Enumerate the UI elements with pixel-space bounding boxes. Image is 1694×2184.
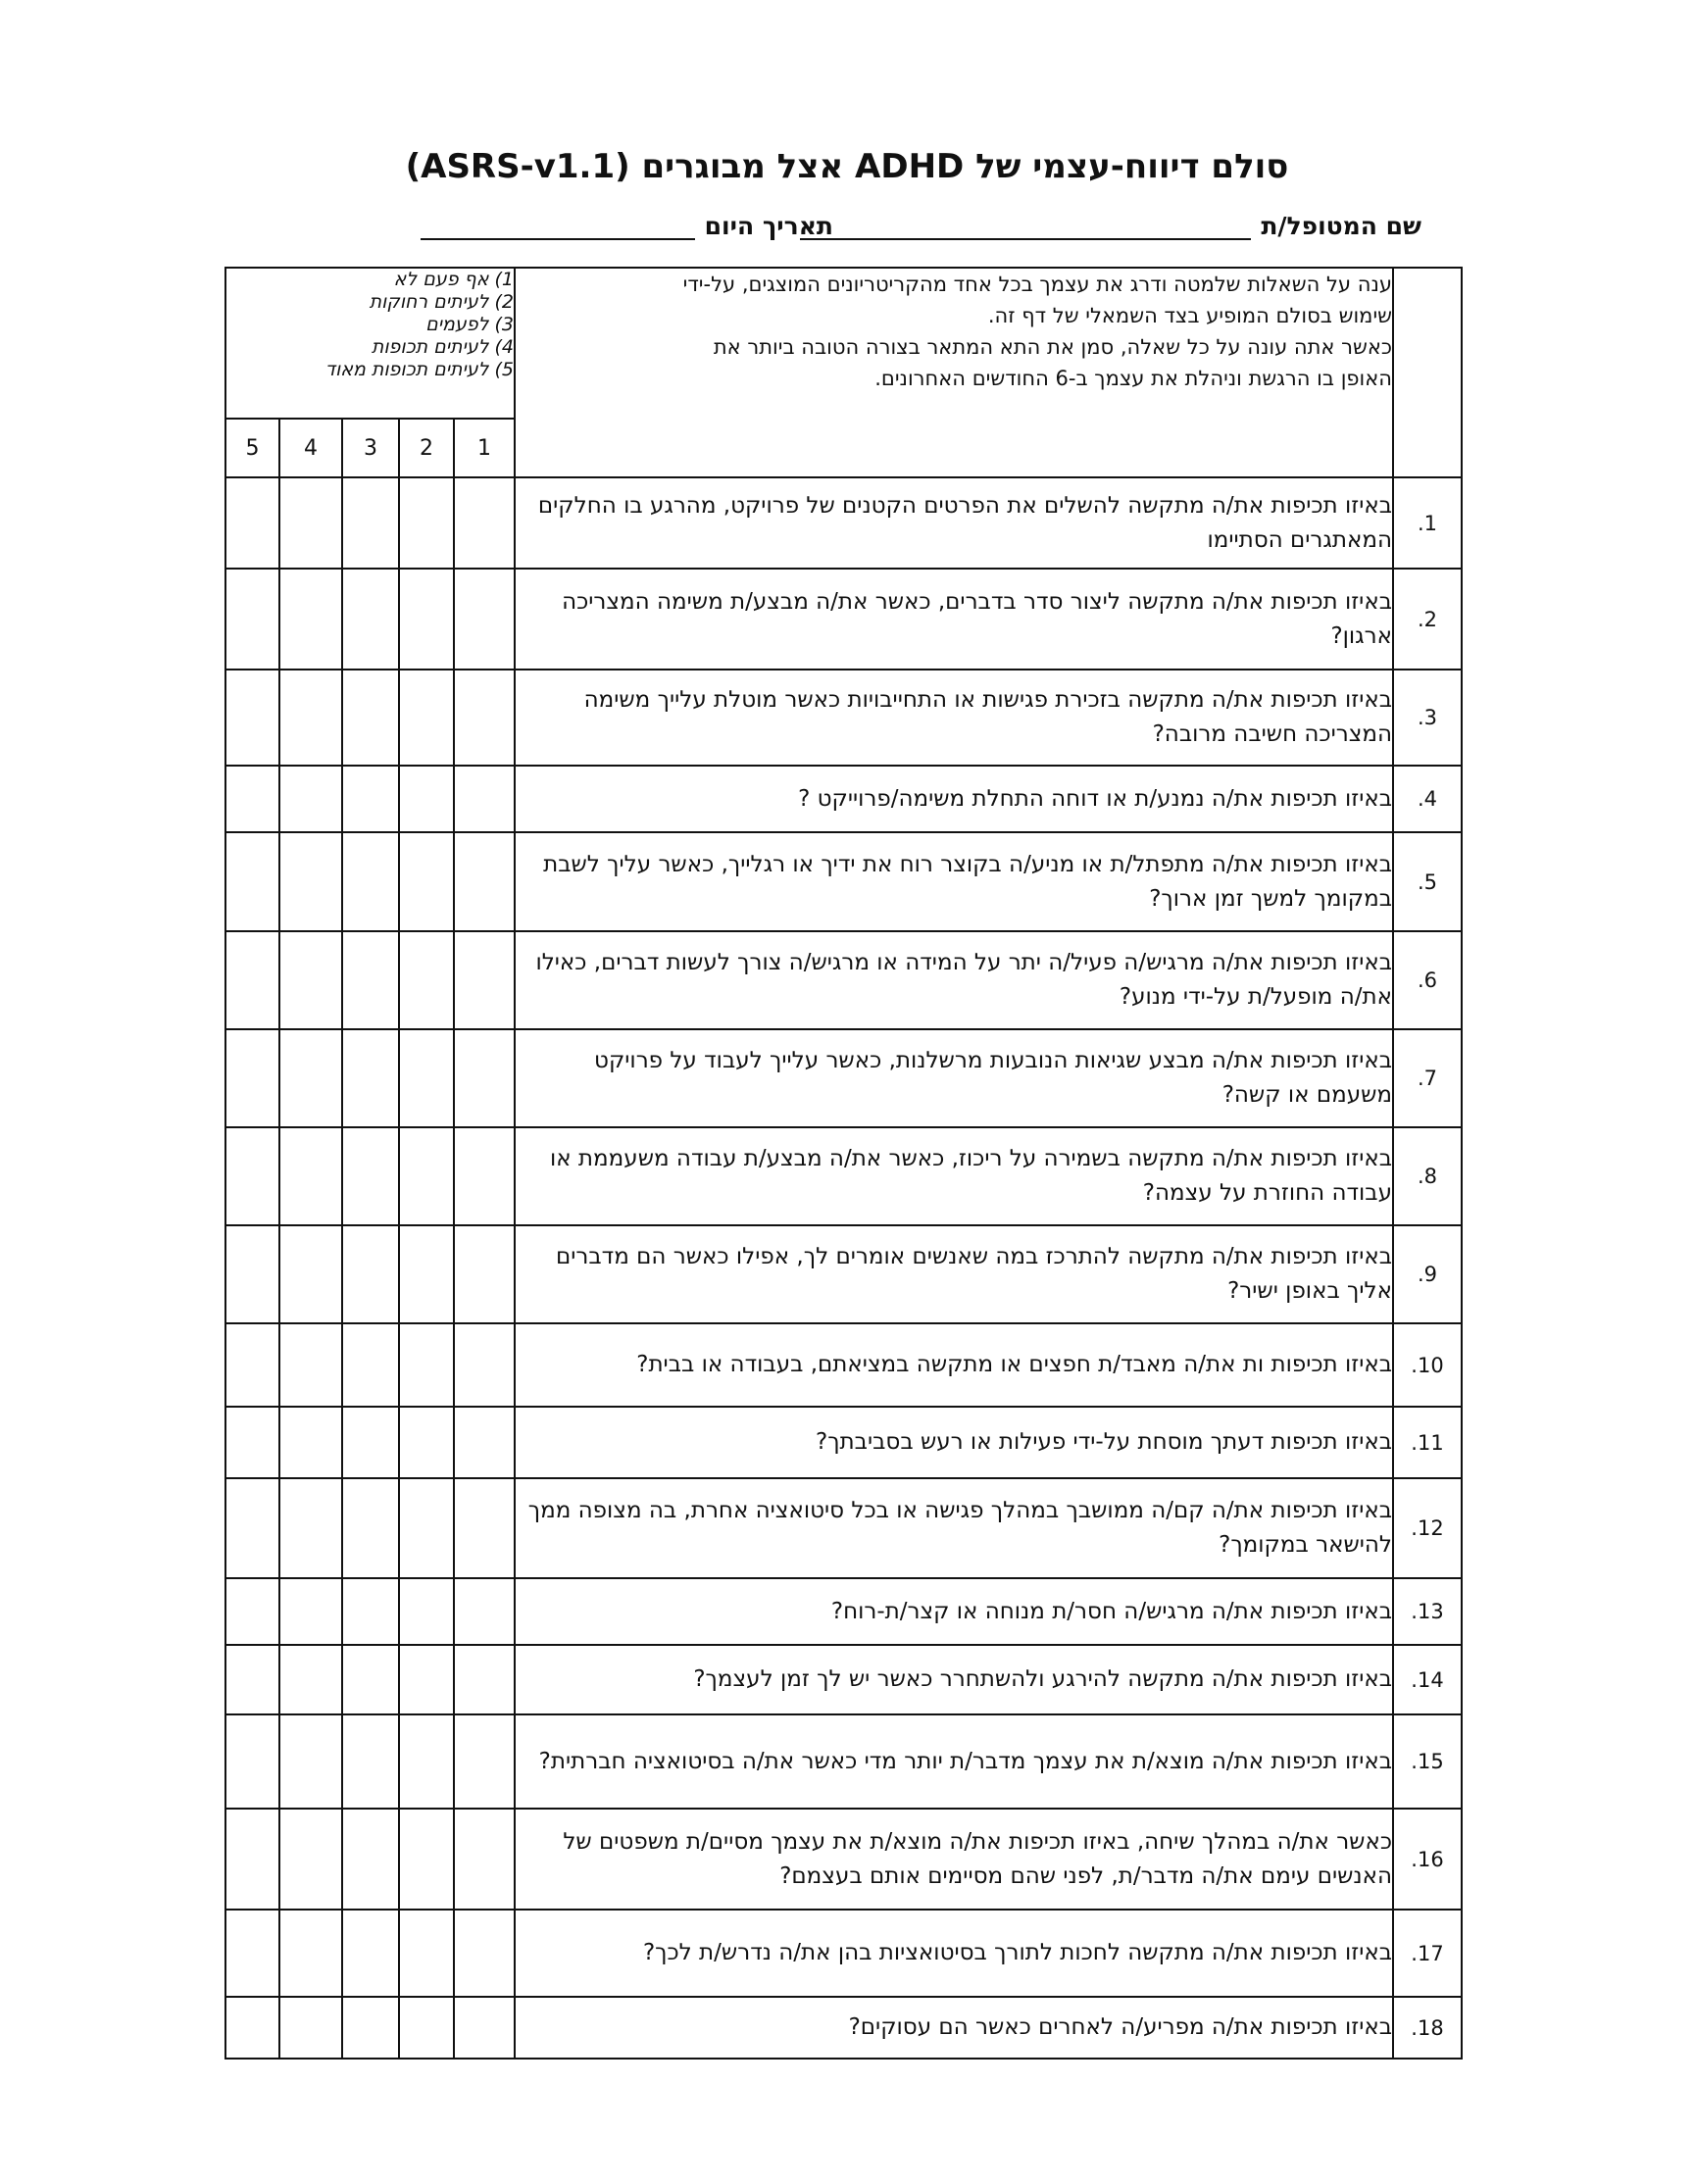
answer-box-5[interactable] bbox=[225, 1407, 279, 1478]
answer-box-3[interactable] bbox=[342, 1645, 399, 1714]
answer-box-4[interactable] bbox=[279, 832, 342, 931]
question-text: באיזו תכיפות את/ה מתקשה בזכירת פגישות או התחייבויות כאשר מוטלת עלייך משימה המצריכה חשיבה מרובה? bbox=[515, 670, 1393, 766]
question-number: 8. bbox=[1393, 1127, 1462, 1225]
answer-box-3[interactable] bbox=[342, 1809, 399, 1910]
answer-box-4[interactable] bbox=[279, 1809, 342, 1910]
question-row bbox=[225, 1478, 1462, 1578]
answer-box-1[interactable] bbox=[454, 832, 515, 931]
answer-box-1[interactable] bbox=[454, 1323, 515, 1407]
answer-box-5[interactable] bbox=[225, 1809, 279, 1910]
question-number: 3. bbox=[1393, 670, 1462, 766]
question-text: באיזו תכיפות את/ה מפריע/ה לאחרים כאשר הם עסוקים? bbox=[515, 1997, 1393, 2059]
legend-item: 3) לפעמים bbox=[425, 314, 515, 335]
scale-header-3: 3 bbox=[342, 419, 399, 477]
instructions bbox=[515, 268, 1393, 477]
answer-box-3[interactable] bbox=[342, 766, 399, 832]
question-number: 17. bbox=[1393, 1910, 1462, 1997]
answer-box-5[interactable] bbox=[225, 1714, 279, 1809]
answer-box-1[interactable] bbox=[454, 569, 515, 670]
answer-box-3[interactable] bbox=[342, 477, 399, 569]
legend-item: 1) אף פעם לא bbox=[393, 269, 515, 290]
answer-box-4[interactable] bbox=[279, 766, 342, 832]
answer-box-5[interactable] bbox=[225, 569, 279, 670]
question-row bbox=[225, 1645, 1462, 1714]
answer-box-1[interactable] bbox=[454, 1997, 515, 2059]
answer-box-5[interactable] bbox=[225, 1323, 279, 1407]
question-row bbox=[225, 1578, 1462, 1645]
question-number: 6. bbox=[1393, 931, 1462, 1029]
question-row bbox=[225, 832, 1462, 931]
answer-box-5[interactable] bbox=[225, 1225, 279, 1323]
answer-box-2[interactable] bbox=[399, 1127, 454, 1225]
date-label: תאריך היום bbox=[704, 212, 833, 240]
answer-box-1[interactable] bbox=[454, 931, 515, 1029]
instructions-line: ענה על השאלות שלמטה ודרג את עצמך בכל אחד מהקריטריונים המוצגים, על-ידי bbox=[682, 273, 1393, 296]
legend-item: 2) לעיתים רחוקות bbox=[369, 291, 515, 313]
answer-box-3[interactable] bbox=[342, 1910, 399, 1997]
answer-box-1[interactable] bbox=[454, 1645, 515, 1714]
answer-box-3[interactable] bbox=[342, 931, 399, 1029]
answer-box-3[interactable] bbox=[342, 1714, 399, 1809]
answer-box-1[interactable] bbox=[454, 1809, 515, 1910]
question-number: 11. bbox=[1393, 1407, 1462, 1478]
question-row bbox=[225, 1809, 1462, 1910]
answer-box-3[interactable] bbox=[342, 1997, 399, 2059]
answer-box-2[interactable] bbox=[399, 1714, 454, 1809]
answer-box-5[interactable] bbox=[225, 1029, 279, 1127]
answer-box-5[interactable] bbox=[225, 1478, 279, 1578]
question-text: באיזו תכיפות את/ה קם/ה ממושבך במהלך פגישה או בכל סיטואציה אחרת, בה מצופה ממך להישאר במקומך? bbox=[515, 1478, 1393, 1578]
patient-name-line[interactable] bbox=[800, 213, 1251, 240]
answer-box-1[interactable] bbox=[454, 1578, 515, 1645]
answer-box-3[interactable] bbox=[342, 1127, 399, 1225]
answer-box-2[interactable] bbox=[399, 931, 454, 1029]
question-text: באיזו תכיפות את/ה מתפתל/ת או מניע/ה בקוצר רוח את ידיך או רגלייך, כאשר עליך לשבת במקומך למשך זמן ארוך? bbox=[515, 832, 1393, 931]
answer-box-4[interactable] bbox=[279, 1997, 342, 2059]
question-row bbox=[225, 931, 1462, 1029]
answer-box-1[interactable] bbox=[454, 1127, 515, 1225]
question-row bbox=[225, 1323, 1462, 1407]
answer-box-4[interactable] bbox=[279, 931, 342, 1029]
question-text: כאשר את/ה במהלך שיחה, באיזו תכיפות את/ה מוצא/ת את עצמך מסיים/ת משפטים של האנשים עימם את/ה מדבר/ת, לפני שהם מסיימים אותם בעצמם? bbox=[515, 1809, 1393, 1910]
answer-box-1[interactable] bbox=[454, 477, 515, 569]
question-number: 2. bbox=[1393, 569, 1462, 670]
question-text: באיזו תכיפות את/ה מתקשה להירגע ולהשתחרר כאשר יש לך זמן לעצמך? bbox=[515, 1645, 1393, 1714]
answer-box-5[interactable] bbox=[225, 1910, 279, 1997]
question-text: באיזו תכיפות את/ה מרגיש/ה פעיל/ה יתר על המידה או מרגיש/ה צורך לעשות דברים, כאילו את/ה מופעל/ת על-ידי מנוע? bbox=[515, 931, 1393, 1029]
answer-box-4[interactable] bbox=[279, 1645, 342, 1714]
answer-box-5[interactable] bbox=[225, 1645, 279, 1714]
scale-header-1: 1 bbox=[454, 419, 515, 477]
scale-header-2: 2 bbox=[399, 419, 454, 477]
answer-box-2[interactable] bbox=[399, 1029, 454, 1127]
answer-box-3[interactable] bbox=[342, 670, 399, 766]
legend-item: 4) לעיתים תכופות bbox=[371, 336, 515, 358]
answer-box-1[interactable] bbox=[454, 1407, 515, 1478]
answer-box-3[interactable] bbox=[342, 569, 399, 670]
answer-box-3[interactable] bbox=[342, 1578, 399, 1645]
question-number: 10. bbox=[1393, 1323, 1462, 1407]
answer-box-5[interactable] bbox=[225, 477, 279, 569]
page-title: סולם דיווח-עצמי של ADHD אצל מבוגרים (ASRS-v1.1) bbox=[405, 147, 1289, 186]
question-number: 1. bbox=[1393, 477, 1462, 569]
date-field[interactable] bbox=[421, 212, 833, 240]
answer-box-4[interactable] bbox=[279, 670, 342, 766]
scale-header-5: 5 bbox=[225, 419, 279, 477]
question-text: באיזו תכיפות את/ה מתקשה להתרכז במה שאנשים אומרים לך, אפילו כאשר הם מדברים אליך באופן ישיר? bbox=[515, 1225, 1393, 1323]
answer-box-1[interactable] bbox=[454, 766, 515, 832]
question-number: 18. bbox=[1393, 1997, 1462, 2059]
question-number: 5. bbox=[1393, 832, 1462, 931]
answer-box-4[interactable] bbox=[279, 1714, 342, 1809]
question-text: באיזו תכיפות את/ה מתקשה בשמירה על ריכוז, כאשר את/ה מבצע/ת עבודה משעממת או עבודה החוזרת על עצמה? bbox=[515, 1127, 1393, 1225]
question-text: באיזו תכיפות את/ה מתקשה ליצור סדר בדברים, כאשר את/ה מבצע/ת משימה המצריכה ארגון? bbox=[515, 569, 1393, 670]
answer-box-4[interactable] bbox=[279, 1225, 342, 1323]
answer-box-2[interactable] bbox=[399, 670, 454, 766]
answer-box-2[interactable] bbox=[399, 766, 454, 832]
questionnaire-table bbox=[224, 267, 1463, 2060]
answer-box-3[interactable] bbox=[342, 1323, 399, 1407]
question-number: 14. bbox=[1393, 1645, 1462, 1714]
answer-box-2[interactable] bbox=[399, 832, 454, 931]
question-number: 9. bbox=[1393, 1225, 1462, 1323]
answer-box-2[interactable] bbox=[399, 1809, 454, 1910]
answer-box-4[interactable] bbox=[279, 1910, 342, 1997]
answer-box-4[interactable] bbox=[279, 1127, 342, 1225]
question-number: 12. bbox=[1393, 1478, 1462, 1578]
answer-box-2[interactable] bbox=[399, 1645, 454, 1714]
question-text: באיזו תכיפות ות את/ה מאבד/ת חפצים או מתקשה במציאתם, בעבודה או בבית? bbox=[515, 1323, 1393, 1407]
instructions-line: כאשר אתה עונה על כל שאלה, סמן את התא המתאר בצורה הטובה ביותר את bbox=[713, 335, 1393, 359]
legend-item: 5) לעיתים תכופות מאוד bbox=[324, 359, 515, 380]
question-row bbox=[225, 1225, 1462, 1323]
answer-box-2[interactable] bbox=[399, 1910, 454, 1997]
question-row bbox=[225, 1714, 1462, 1809]
answer-box-2[interactable] bbox=[399, 1997, 454, 2059]
question-text: באיזו תכיפות את/ה מתקשה לחכות לתורך בסיטואציות בהן את/ה נדרש/ת לכך? bbox=[515, 1910, 1393, 1997]
question-number: 16. bbox=[1393, 1809, 1462, 1910]
scale-header-4: 4 bbox=[279, 419, 342, 477]
patient-name-field[interactable] bbox=[800, 212, 1421, 240]
answer-box-5[interactable] bbox=[225, 1997, 279, 2059]
question-row bbox=[225, 670, 1462, 766]
question-row bbox=[225, 1029, 1462, 1127]
answer-box-2[interactable] bbox=[399, 1578, 454, 1645]
answer-box-3[interactable] bbox=[342, 1407, 399, 1478]
question-text: באיזו תכיפות את/ה מרגיש/ה חסר/ת מנוחה או קצר/ת-רוח? bbox=[515, 1578, 1393, 1645]
question-row bbox=[225, 1127, 1462, 1225]
answer-box-3[interactable] bbox=[342, 1225, 399, 1323]
answer-box-4[interactable] bbox=[279, 1323, 342, 1407]
scale-legend bbox=[225, 268, 515, 419]
answer-box-3[interactable] bbox=[342, 832, 399, 931]
question-text: באיזו תכיפות דעתך מוסחת על-ידי פעילות או רעש בסביבתך? bbox=[515, 1407, 1393, 1478]
answer-box-5[interactable] bbox=[225, 931, 279, 1029]
question-number: 7. bbox=[1393, 1029, 1462, 1127]
question-row bbox=[225, 766, 1462, 832]
question-text: באיזו תכיפות את/ה נמנע/ת או דוחה התחלת משימה/פרוייקט ? bbox=[515, 766, 1393, 832]
answer-box-4[interactable] bbox=[279, 1407, 342, 1478]
date-line[interactable] bbox=[421, 213, 695, 240]
question-number: 13. bbox=[1393, 1578, 1462, 1645]
answer-box-5[interactable] bbox=[225, 766, 279, 832]
answer-box-4[interactable] bbox=[279, 1578, 342, 1645]
question-number: 15. bbox=[1393, 1714, 1462, 1809]
answer-box-1[interactable] bbox=[454, 1910, 515, 1997]
answer-box-4[interactable] bbox=[279, 477, 342, 569]
answer-box-1[interactable] bbox=[454, 1225, 515, 1323]
instructions-line: שימוש בסולם המופיע בצד השמאלי של דף זה. bbox=[987, 304, 1393, 327]
answer-box-5[interactable] bbox=[225, 1127, 279, 1225]
answer-box-4[interactable] bbox=[279, 1478, 342, 1578]
answer-box-3[interactable] bbox=[342, 1029, 399, 1127]
question-row bbox=[225, 1910, 1462, 1997]
question-row bbox=[225, 1997, 1462, 2059]
question-row bbox=[225, 1407, 1462, 1478]
question-text: באיזו תכיפות את/ה מוצא/ת את עצמך מדבר/ת יותר מדי כאשר את/ה בסיטואציה חברתית? bbox=[515, 1714, 1393, 1809]
header-fields bbox=[353, 206, 1421, 251]
instructions-line: האופן בו הרגשת וניהלת את עצמך ב-6 החודשים האחרונים. bbox=[874, 367, 1393, 390]
question-text: באיזו תכיפות את/ה מתקשה להשלים את הפרטים הקטנים של פרויקט, מהרגע בו החלקים המאתגרים הסתיימו bbox=[515, 477, 1393, 569]
answer-box-2[interactable] bbox=[399, 1323, 454, 1407]
answer-box-2[interactable] bbox=[399, 477, 454, 569]
answer-box-2[interactable] bbox=[399, 1407, 454, 1478]
question-number: 4. bbox=[1393, 766, 1462, 832]
answer-box-1[interactable] bbox=[454, 1714, 515, 1809]
answer-box-4[interactable] bbox=[279, 1029, 342, 1127]
answer-box-3[interactable] bbox=[342, 1478, 399, 1578]
answer-box-1[interactable] bbox=[454, 670, 515, 766]
question-row bbox=[225, 477, 1462, 569]
question-text: באיזו תכיפות את/ה מבצע שגיאות הנובעות מרשלנות, כאשר עלייך לעבוד על פרויקט משעמם או קשה? bbox=[515, 1029, 1393, 1127]
answer-box-5[interactable] bbox=[225, 670, 279, 766]
answer-box-1[interactable] bbox=[454, 1478, 515, 1578]
answer-box-2[interactable] bbox=[399, 1478, 454, 1578]
answer-box-1[interactable] bbox=[454, 1029, 515, 1127]
answer-box-2[interactable] bbox=[399, 569, 454, 670]
header-number-cell bbox=[1393, 268, 1462, 477]
answer-box-4[interactable] bbox=[279, 569, 342, 670]
patient-name-label: שם המטופל/ת bbox=[1261, 212, 1421, 240]
question-row bbox=[225, 569, 1462, 670]
answer-box-5[interactable] bbox=[225, 1578, 279, 1645]
answer-box-2[interactable] bbox=[399, 1225, 454, 1323]
answer-box-5[interactable] bbox=[225, 832, 279, 931]
